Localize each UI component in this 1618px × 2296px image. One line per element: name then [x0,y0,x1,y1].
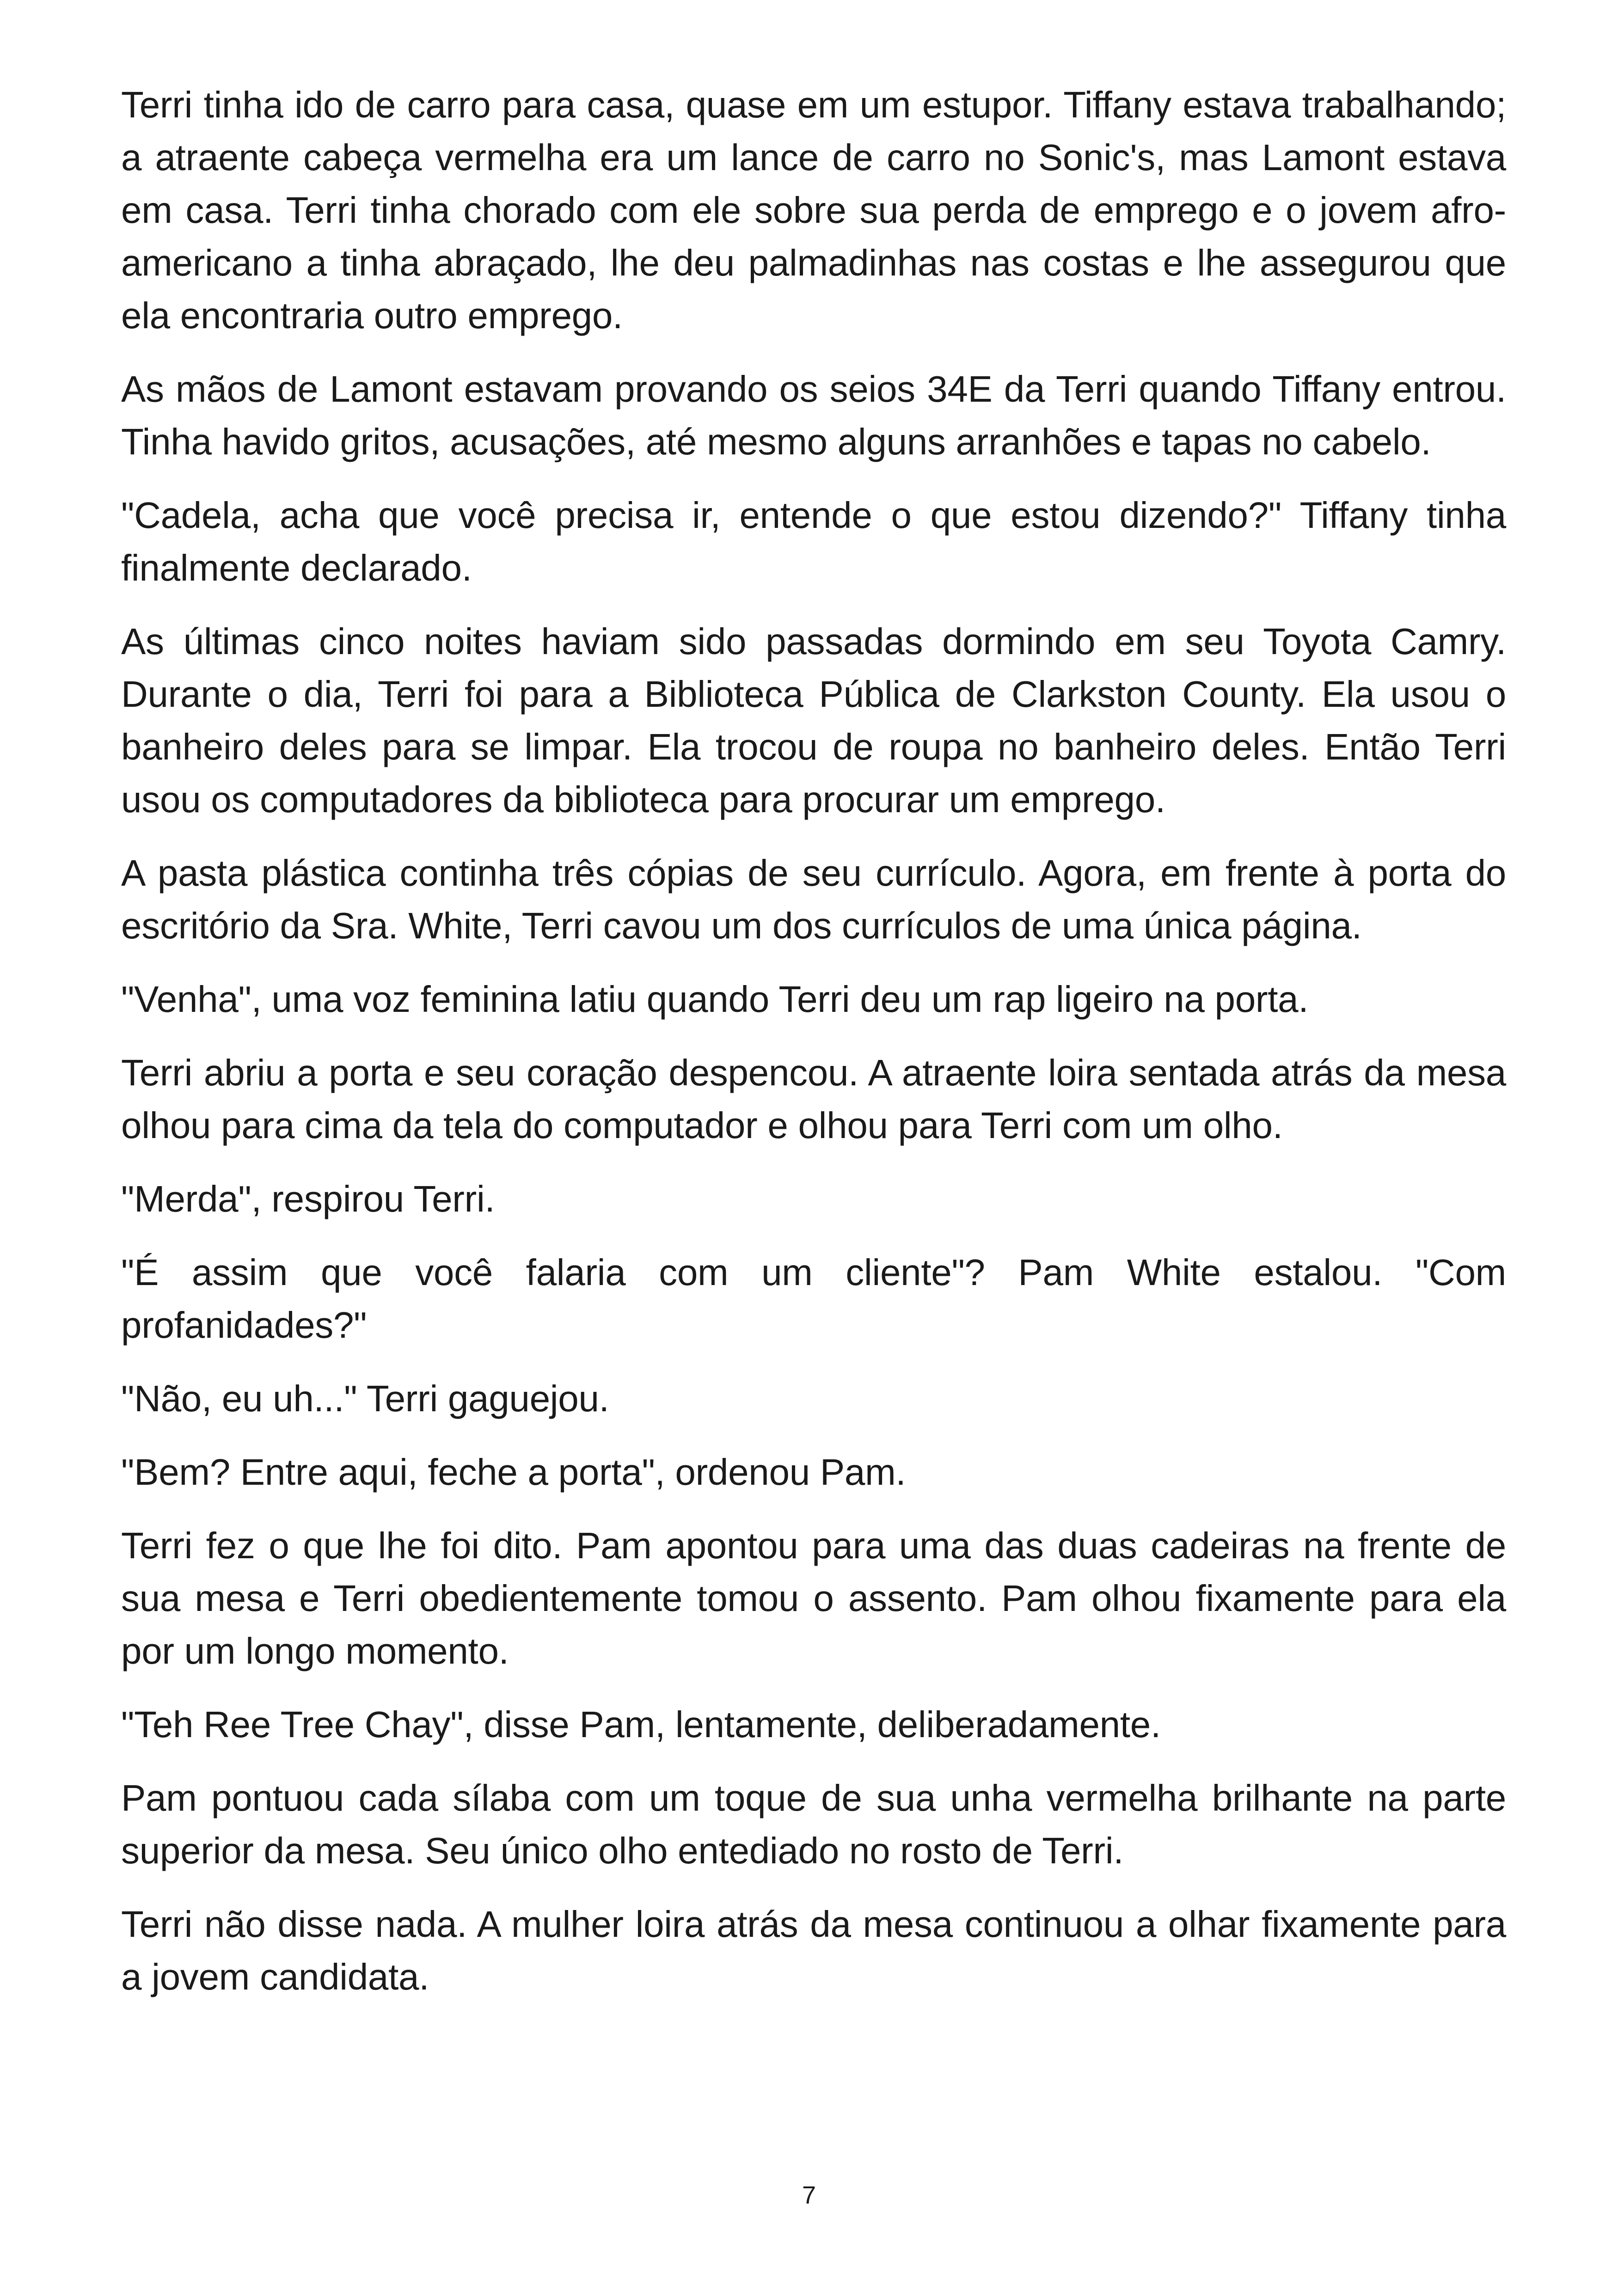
paragraph: Terri fez o que lhe foi dito. Pam apontou para uma das duas cadeiras na frente de sua mesa e Terri obedientemente tomou o assento. Pam olhou fixamente para ela por um longo momento. [121,1525,1506,1671]
paragraph: Pam pontuou cada sílaba com um toque de sua unha vermelha brilhante na parte superior da mesa. Seu único olho entediado no rosto de Terri. [121,1777,1506,1871]
paragraph: "É assim que você falaria com um cliente"? Pam White estalou. "Com profanidades?" [121,1252,1506,1346]
paragraph: Terri tinha ido de carro para casa, quase em um estupor. Tiffany estava trabalhando; a atraente cabeça vermelha era um lance de carro no Sonic's, mas Lamont estava em casa. Terri tinha chorado com ele sobre sua perda de emprego e o jovem afro-americano a tinha abraçado, lhe deu palmadinhas nas costas e lhe assegurou que ela encontraria outro emprego. [121,84,1506,336]
body-text [121,79,1506,2024]
paragraph: "Merda", respirou Terri. [121,1178,495,1219]
paragraph: As últimas cinco noites haviam sido passadas dormindo em seu Toyota Camry. Durante o dia, Terri foi para a Biblioteca Pública de Clarkston County. Ela usou o banheiro deles para se limpar. Ela trocou de roupa no banheiro deles. Então Terri usou os computadores da biblioteca para procurar um emprego. [121,621,1506,820]
paragraph: As mãos de Lamont estavam provando os seios 34E da Terri quando Tiffany entrou. Tinha havido gritos, acusações, até mesmo alguns arranhões e tapas no cabelo. [121,368,1506,462]
page-number: 7 [802,2181,816,2209]
paragraph: Terri abriu a porta e seu coração despencou. A atraente loira sentada atrás da mesa olhou para cima da tela do computador e olhou para Terri com um olho. [121,1052,1506,1146]
paragraph: "Teh Ree Tree Chay", disse Pam, lentamente, deliberadamente. [121,1704,1161,1745]
paragraph: "Não, eu uh..." Terri gaguejou. [121,1378,609,1419]
paragraph: A pasta plástica continha três cópias de seu currículo. Agora, em frente à porta do escritório da Sra. White, Terri cavou um dos currículos de uma única página. [121,852,1506,946]
paragraph: Terri não disse nada. A mulher loira atrás da mesa continuou a olhar fixamente para a jovem candidata. [121,1904,1506,1997]
paragraph: "Venha", uma voz feminina latiu quando Terri deu um rap ligeiro na porta. [121,979,1309,1020]
paragraph: "Bem? Entre aqui, feche a porta", ordenou Pam. [121,1451,906,1493]
paragraph: "Cadela, acha que você precisa ir, entende o que estou dizendo?" Tiffany tinha finalmente declarado. [121,495,1506,588]
